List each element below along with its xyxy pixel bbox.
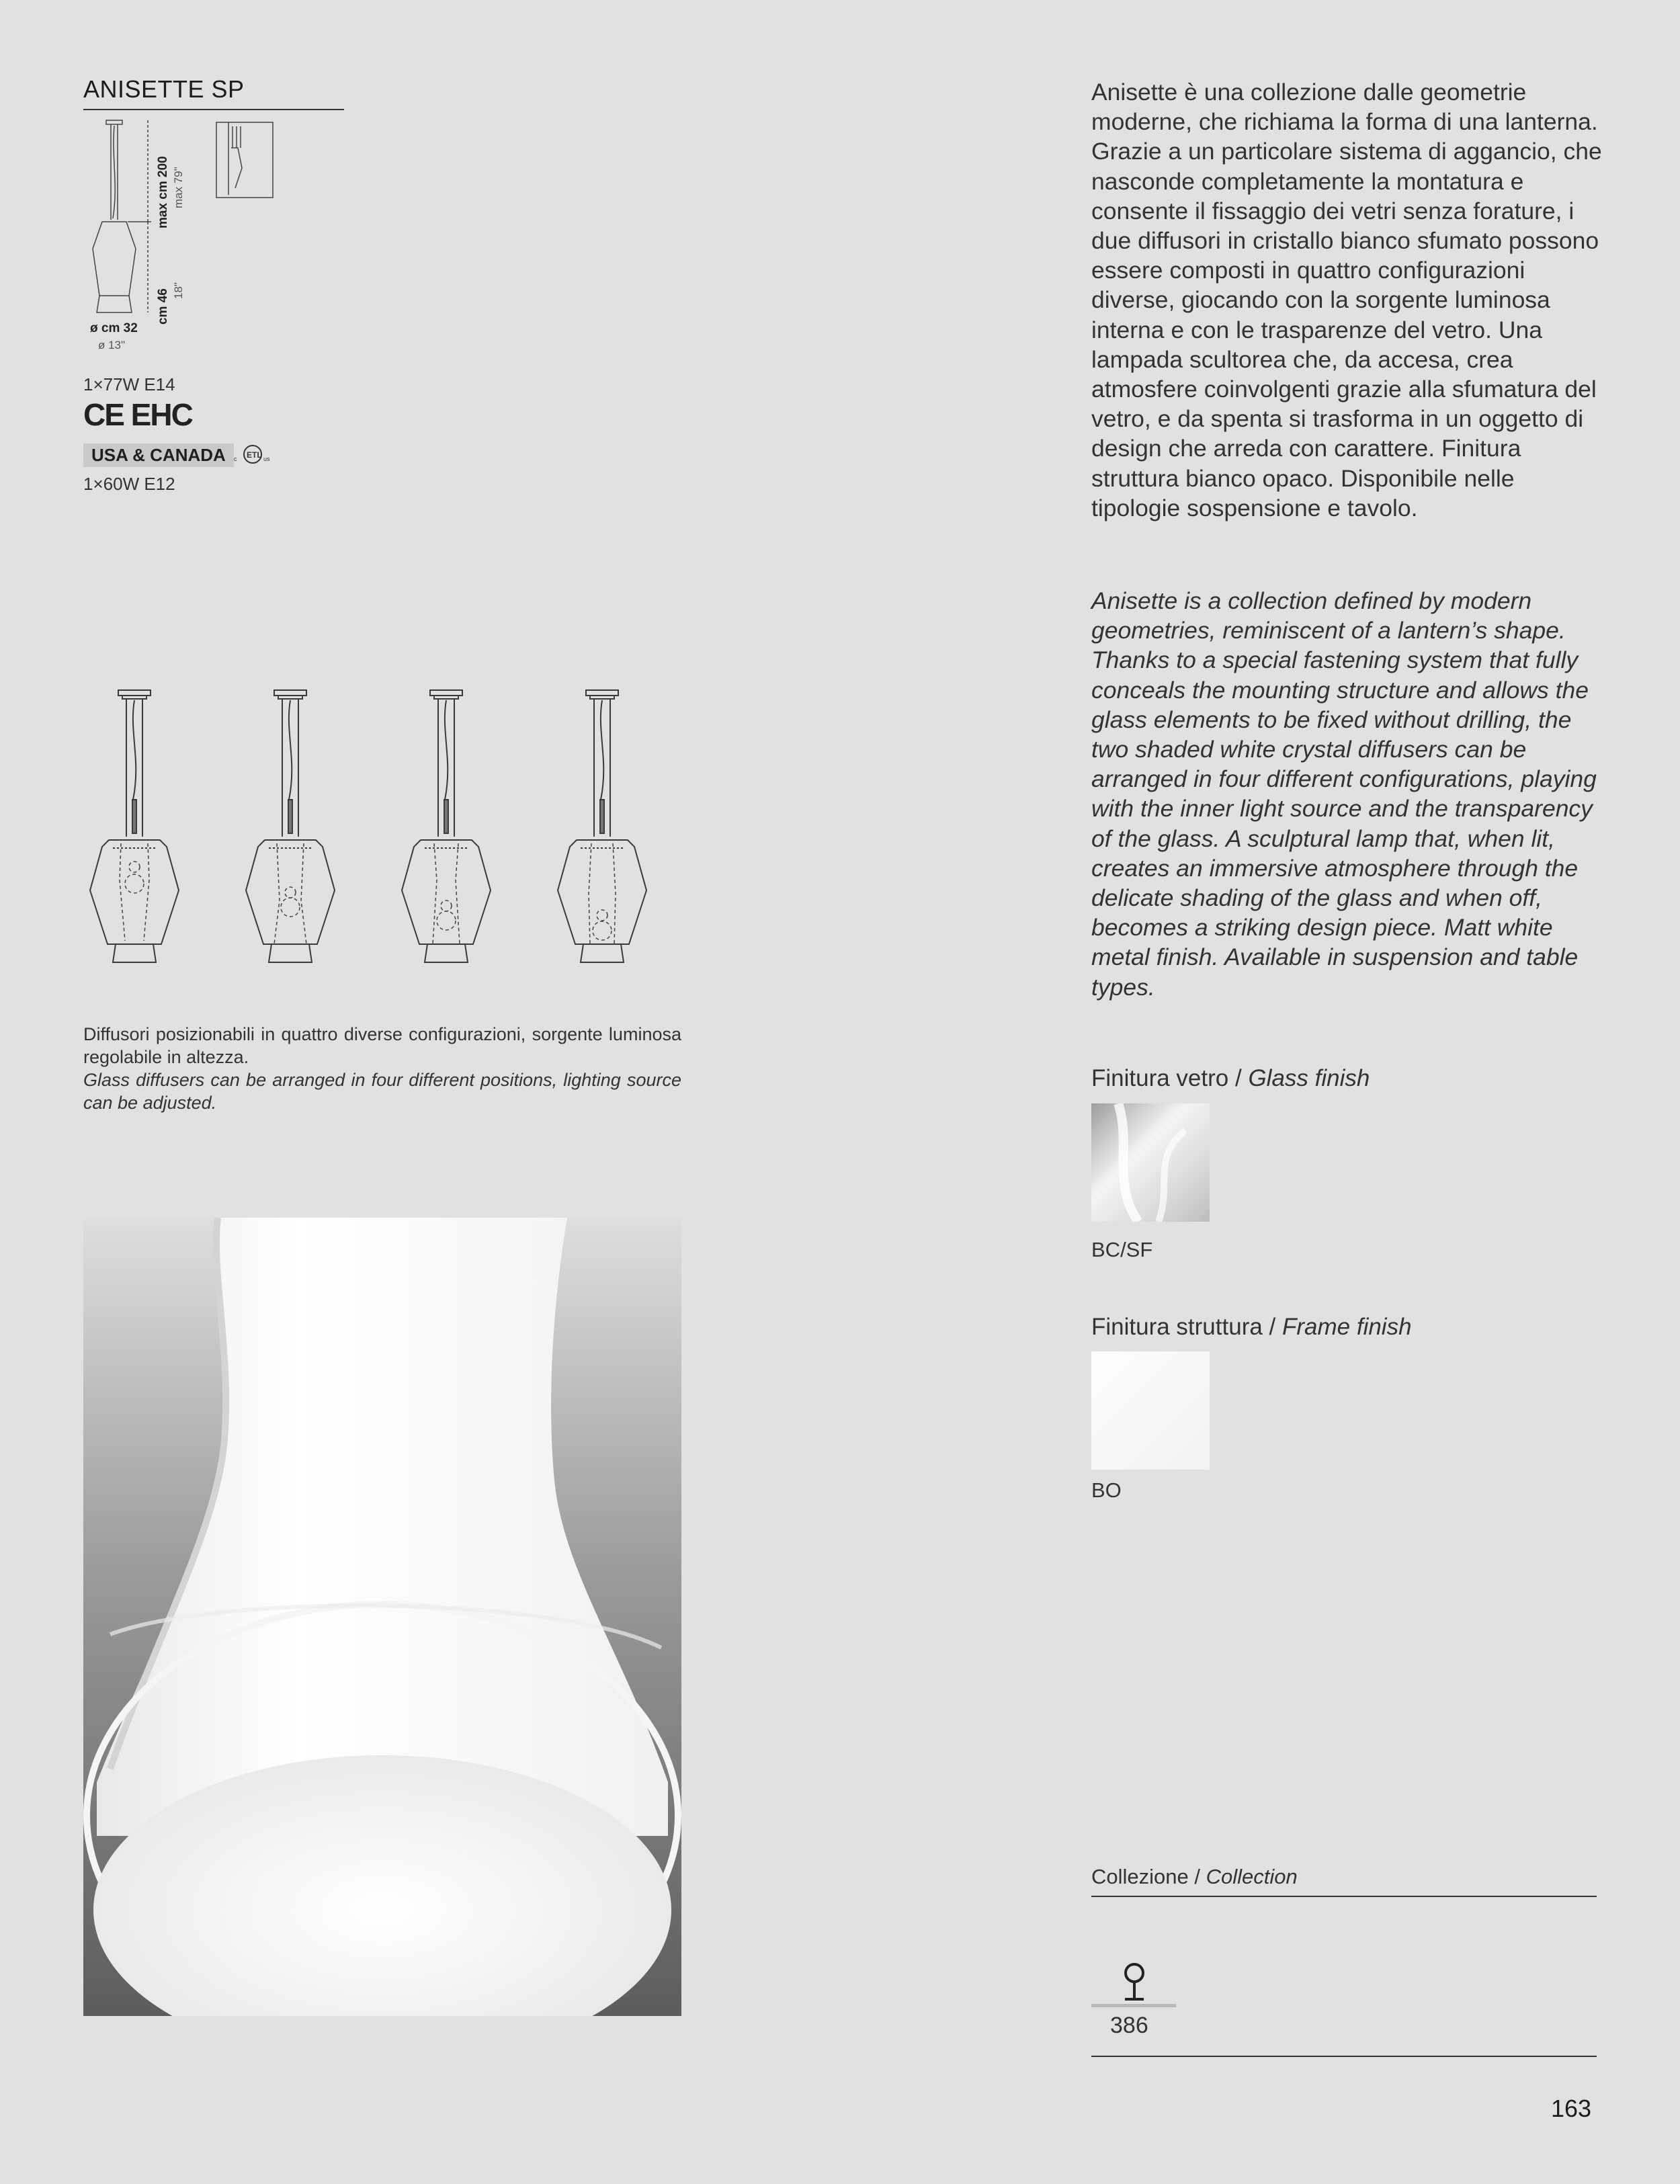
- frame-finish-heading: [1091, 1314, 1412, 1341]
- usa-canada-badge: USA & CANADA: [83, 444, 234, 467]
- diameter-in: ø 13": [98, 339, 126, 351]
- collection-number: 386: [1110, 2013, 1148, 2038]
- table-lamp-icon: [1091, 1961, 1179, 2011]
- etl-listed-icon: [233, 441, 276, 471]
- installation-icon: [215, 121, 276, 200]
- ceiling-installation-drawing: [215, 121, 276, 204]
- height-max-in: max 79": [172, 167, 185, 208]
- collection-label-it: Collezione: [1091, 1865, 1189, 1888]
- bulb-eu: 1×77W E14: [83, 374, 175, 394]
- height-max-cm: max cm 200: [156, 156, 170, 228]
- caption-english: Glass diffusers can be arranged in four different positions, lighting source can be adjusted.: [83, 1070, 681, 1113]
- glass-finish-heading: [1091, 1065, 1370, 1092]
- description-english: Anisette is a collection defined by modern geometries, reminiscent of a lantern’s shape. Thanks to a special fastening system that fully conceals the mounting structure and allows the glass elements to be fixed without drilling, the two shaded white crystal diffusers can be arranged in four different configurations, playing with the inner light source and the transparency of the glass. A sculptural lamp that, when lit, creates an immersive atmosphere through the delicate shading of the glass and when off, becomes a striking design piece. Matt white metal finish. Available in suspension and table types.: [1091, 587, 1597, 1001]
- collection-rule-bottom: [1091, 2056, 1597, 2057]
- configuration-drawings: [67, 679, 659, 984]
- collection-separator: /: [1188, 1865, 1206, 1888]
- svg-text:ETL: ETL: [247, 450, 262, 460]
- description-italian: Anisette è una collezione dalle geometrie moderne, che richiama la forma di una lanterna. Grazie a un particolare sistema di aggancio, che nasconde completamente la montatura e consente il fissaggio dei vetri senza forature, i due diffusori in cristallo bianco sfumato possono essere composti in quattro configurazioni diverse, giocando con la sorgente luminosa interna e con le trasparenze del vetro. Una lampada scultorea che, da accesa, crea atmosfere coinvolgenti grazie alla sfumatura del vetro, e da spenta si trasforma in un oggetto di design che arreda con carattere. Finitura struttura bianco opaco. Disponibile nelle tipologie sospensione e tavolo.: [1091, 79, 1602, 521]
- config-1: [90, 690, 179, 962]
- config-2: [246, 690, 335, 962]
- collection-heading: [1091, 1865, 1298, 1889]
- diffuser-height-cm: cm 46: [156, 288, 170, 325]
- collection-label-en: Collection: [1206, 1865, 1298, 1888]
- glass-finish-separator: /: [1228, 1065, 1249, 1091]
- frame-finish-code: BO: [1091, 1478, 1122, 1502]
- product-title: ANISETTE SP: [83, 75, 245, 103]
- diameter-cm: ø cm 32: [90, 321, 138, 335]
- config-4: [558, 690, 646, 962]
- frame-finish-separator: /: [1262, 1314, 1282, 1340]
- frame-finish-label-en: Frame finish: [1282, 1314, 1412, 1340]
- title-underline: [83, 109, 344, 110]
- ce-eac-marks: CE EHC: [83, 397, 192, 432]
- page-number: 163: [1551, 2095, 1592, 2122]
- configuration-caption: [83, 1023, 681, 1114]
- lamp-dimension-icon: [74, 118, 208, 316]
- diffuser-height-in: 18": [172, 282, 185, 299]
- collection-rule-top: [1091, 1896, 1597, 1897]
- config-3: [402, 690, 491, 962]
- frame-finish-swatch[interactable]: [1091, 1351, 1210, 1470]
- glass-finish-code: BC/SF: [1091, 1238, 1153, 1261]
- dimension-drawing: [74, 118, 208, 319]
- frame-finish-label-it: Finitura struttura: [1091, 1314, 1263, 1340]
- glass-finish-label-en: Glass finish: [1248, 1065, 1370, 1091]
- product-photo: [83, 1218, 681, 2016]
- glass-finish-swatch[interactable]: [1091, 1103, 1210, 1222]
- svg-text:c: c: [234, 456, 237, 462]
- caption-italian: Diffusori posizionabili in quattro diverse configurazioni, sorgente luminosa regolabile in altezza.: [83, 1024, 681, 1067]
- glass-finish-label-it: Finitura vetro: [1091, 1065, 1229, 1091]
- bulb-us: 1×60W E12: [83, 474, 175, 494]
- svg-text:us: us: [263, 456, 270, 462]
